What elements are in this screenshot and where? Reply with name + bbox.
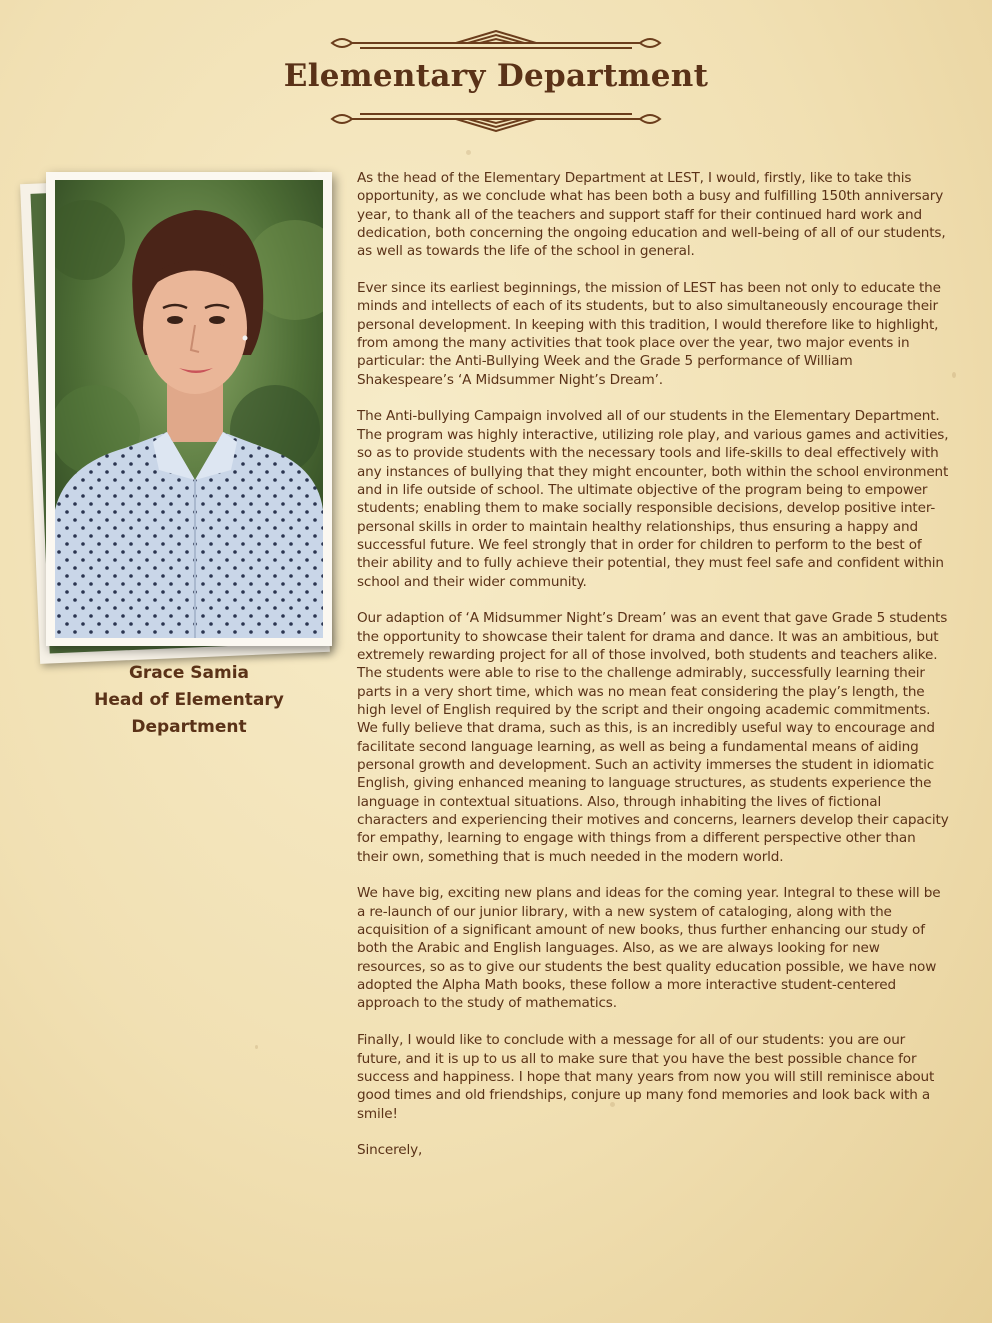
profile-role-line2: Department <box>131 717 247 737</box>
profile-role-line1: Head of Elementary <box>94 690 284 710</box>
page-title: Elementary Department <box>283 58 709 94</box>
paper-speck <box>952 372 956 378</box>
portrait-frame <box>46 172 332 646</box>
profile-caption <box>60 660 318 741</box>
paper-speck <box>255 1045 258 1049</box>
letter-paragraph: As the head of the Elementary Department at LEST, I would, firstly, like to take this opportunity, as we conclude what has been both a busy and fulfilling 150th anniversary year, to thank all of the teachers and support staff for their continued hard work and dedication, both concerning the ongoing education and well-being of all of our students, as well as towards the life of the school in general. <box>357 170 946 260</box>
letter-paragraph: Our adaption of ‘A Midsummer Night’s Dream’ was an event that gave Grade 5 students the opportunity to showcase their talent for drama and dance. It was an ambitious, but extremely rewarding project for all of those involved, both students and teachers alike. The students were able to rise to the challenge admirably, successfully learning their parts in a very short time, which was no mean feat considering the play’s length, the high level of English required by the script and their ongoing academic commitments. We fully believe that drama, such as this, is an incredibly useful way to encourage and facilitate second language learning, as well as being a fundamental means of aiding personal growth and development. Such an activity immerses the student in idiomatic English, giving enhanced meaning to language structures, as students experience the language in contextual situations. Also, through inhabiting the lives of fictional characters and experiencing their motives and concerns, learners develop their capacity for empathy, learning to engage with things from a different perspective other than their own, something that is much needed in the modern world. <box>357 610 949 865</box>
letter-closing: Sincerely, <box>357 1142 423 1159</box>
profile-name: Grace Samia <box>128 663 250 683</box>
letter-paragraph: The Anti-bullying Campaign involved all of our students in the Elementary Department. The program was highly interactive, utilizing role play, and various games and activities, so as to provide students with the necessary tools and life-skills to deal effectively with any instances of bullying that they might encounter, both within the school environment and in life outside of school. The ultimate objective of the program being to empower students; enabling them to make socially responsible decisions, develop positive inter-personal skills in order to maintain healthy relationships, thus ensuring a happy and successful future. We feel strongly that in order for children to perform to the best of their ability and to fully achieve their potential, they must feel safe and confident within school and their wider community. <box>357 408 949 590</box>
letter-body <box>357 169 949 1178</box>
letter-paragraph: Finally, I would like to conclude with a message for all of our students: you are our future, and it is up to us all to make sure that you have the best possible chance for success and happiness. I hope that many years from now you will still reminisce about good times and old friendships, conjure up many fond memories and look back with a smile! <box>357 1032 935 1122</box>
letter-paragraph: Ever since its earliest beginnings, the mission of LEST has been not only to educate the minds and intellects of each of its students, but to also simultaneously encourage their personal development. In keeping with this tradition, I would therefore like to highlight, from among the many activities that took place over the year, two major events in particular: the Anti-Bullying Week and the Grade 5 performance of William Shakespeare’s ‘A Midsummer Night’s Dream’. <box>357 280 941 388</box>
portrait-photo <box>55 180 323 638</box>
paper-speck <box>466 150 471 155</box>
letter-paragraph: We have big, exciting new plans and ideas for the coming year. Integral to these will be a re-launch of our junior library, with a new system of cataloging, along with the acquisition of a significant amount of new books, thus further enhancing our study of both the Arabic and English languages. Also, as we are always looking for new resources, so as to give our students the best quality education possible, we have now adopted the Alpha Math books, these follow a more interactive student-centered approach to the study of mathematics. <box>357 885 941 1012</box>
ornament-top <box>330 30 662 56</box>
ornament-bottom <box>330 106 662 132</box>
